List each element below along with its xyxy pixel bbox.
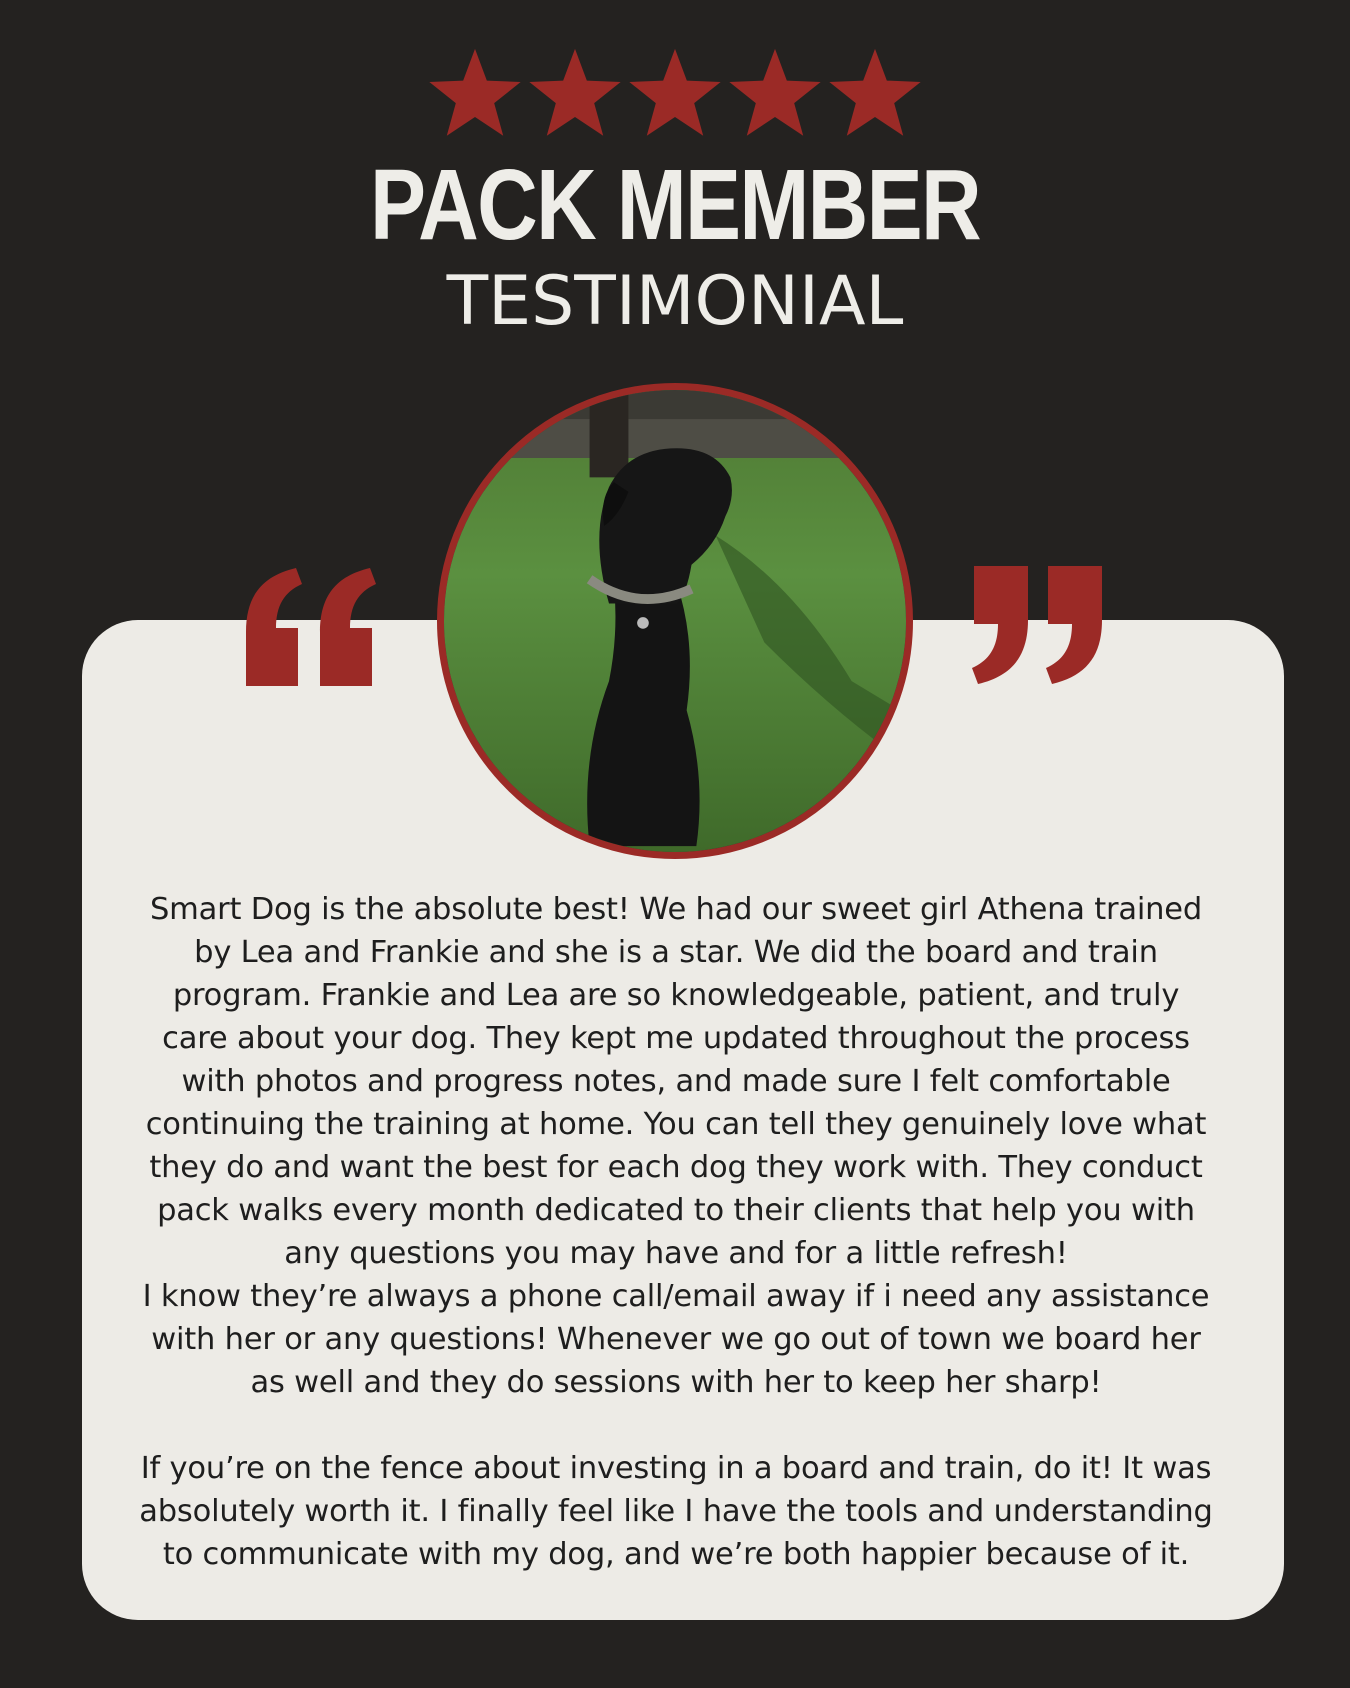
star-icon <box>727 46 823 142</box>
testimonial-line: pack walks every month dedicated to their clients that help you with <box>157 1193 1195 1228</box>
testimonial-line: as well and they do sessions with her to keep her sharp! <box>250 1365 1102 1400</box>
testimonial-text <box>120 888 1232 1576</box>
star-icon <box>627 46 723 142</box>
testimonial-line: any questions you may have and for a little refresh! <box>284 1236 1068 1271</box>
star-icon <box>427 46 523 142</box>
testimonial-line: with her or any questions! Whenever we go out of town we board her <box>151 1322 1201 1357</box>
testimonial-line: I know they’re always a phone call/email away if i need any assistance <box>142 1279 1210 1314</box>
testimonial-line: by Lea and Frankie and she is a star. We did the board and train <box>194 935 1158 970</box>
testimonial-line: they do and want the best for each dog they work with. They conduct <box>149 1150 1203 1185</box>
star-rating <box>0 46 1350 146</box>
page-subtitle: TESTIMONIAL <box>446 262 904 341</box>
quote-open-icon <box>240 566 380 686</box>
testimonial-line: Smart Dog is the absolute best! We had our sweet girl Athena trained <box>150 892 1202 927</box>
star-icon <box>527 46 623 142</box>
testimonial-line: program. Frankie and Lea are so knowledgeable, patient, and truly <box>172 978 1180 1013</box>
testimonial-line: absolutely worth it. I finally feel like I have the tools and understanding <box>139 1494 1213 1529</box>
testimonial-line: to communicate with my dog, and we’re both happier because of it. <box>162 1537 1190 1572</box>
testimonial-line: with photos and progress notes, and made sure I felt comfortable <box>181 1064 1171 1099</box>
star-icon <box>827 46 923 142</box>
testimonial-line: continuing the training at home. You can tell they genuinely love what <box>145 1107 1207 1142</box>
page-title: PACK MEMBER <box>370 149 980 261</box>
dog-photo <box>437 383 913 859</box>
testimonial-line: care about your dog. They kept me updated throughout the process <box>162 1021 1190 1056</box>
quote-close-icon <box>968 566 1108 686</box>
testimonial-line: If you’re on the fence about investing in a board and train, do it! It was <box>140 1451 1212 1486</box>
